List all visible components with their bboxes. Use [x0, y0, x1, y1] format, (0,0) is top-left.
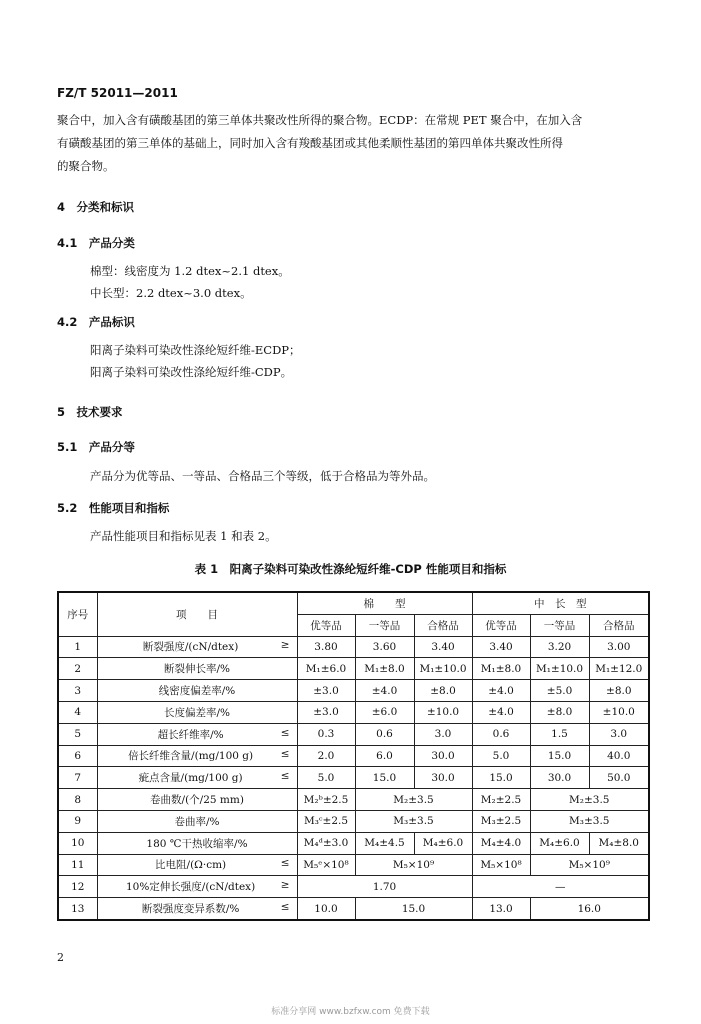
- table-row: [58, 723, 649, 745]
- row-item-name: [97, 680, 297, 702]
- section-4-1-heading: 4.1 产品分类: [57, 236, 135, 250]
- col-header-item: 项 目: [97, 592, 297, 636]
- standard-code-header: FZ/T 52011—2011: [57, 86, 178, 100]
- comparison-symbol: ≤: [280, 770, 290, 783]
- value-cell: ±8.0: [530, 701, 589, 723]
- value-cell: 15.0: [472, 767, 530, 789]
- comparison-symbol: ≤: [280, 901, 290, 914]
- page-number: 2: [57, 951, 64, 964]
- value-cell: 1.70: [297, 876, 472, 898]
- item-label: 卷曲率/%: [174, 815, 220, 828]
- value-cell: 0.6: [472, 723, 530, 745]
- performance-text: 产品性能项目和指标见表 1 和表 2。: [90, 529, 277, 543]
- value-cell: M₅×10⁸: [472, 854, 530, 876]
- section-4-2-heading: 4.2 产品标识: [57, 315, 135, 329]
- value-cell: M₄±8.0: [589, 832, 649, 854]
- value-cell: 13.0: [472, 898, 530, 920]
- value-cell: ±4.0: [472, 701, 530, 723]
- value-cell: M₁±12.0: [589, 658, 649, 680]
- table-row: [58, 810, 649, 832]
- value-cell: M₃±3.5: [355, 810, 472, 832]
- value-cell: 0.6: [355, 723, 414, 745]
- item-label: 断裂伸长率/%: [163, 663, 230, 676]
- table-row: [58, 854, 649, 876]
- value-cell: 3.0: [589, 723, 649, 745]
- table-row: [58, 767, 649, 789]
- intro-line: 有磺酸基团的第三单体的基础上，同时加入含有羧酸基团或其他柔顺性基团的第四单体共聚改性所得: [57, 136, 563, 150]
- value-cell: M₂ᵇ±2.5: [297, 789, 355, 811]
- section-4-heading: 4 分类和标识: [57, 200, 135, 214]
- table-row: [58, 701, 649, 723]
- table-row: [58, 876, 649, 898]
- value-cell: 15.0: [355, 767, 414, 789]
- watermark: 标准分享网 www.bzfxw.com 免费下载: [271, 1007, 430, 1017]
- value-cell: 3.20: [530, 636, 589, 658]
- row-number: 3: [58, 680, 97, 702]
- value-cell: M₄±6.0: [530, 832, 589, 854]
- row-number: 11: [58, 854, 97, 876]
- row-number: 6: [58, 745, 97, 767]
- value-cell: M₅ᵉ×10⁸: [297, 854, 355, 876]
- row-number: 13: [58, 898, 97, 920]
- table-row: [58, 832, 649, 854]
- value-cell: 3.40: [472, 636, 530, 658]
- value-cell: M₃±2.5: [472, 810, 530, 832]
- value-cell: ±3.0: [297, 701, 355, 723]
- row-number: 12: [58, 876, 97, 898]
- grade-header: 一等品: [355, 614, 414, 636]
- item-label: 卷曲数/(个/25 mm): [150, 794, 244, 807]
- section-5-1-heading: 5.1 产品分等: [57, 440, 135, 454]
- value-cell: ±5.0: [530, 680, 589, 702]
- value-cell: M₃±3.5: [530, 810, 649, 832]
- value-cell: 15.0: [530, 745, 589, 767]
- comparison-symbol: ≤: [280, 726, 290, 739]
- value-cell: M₂±2.5: [472, 789, 530, 811]
- comparison-symbol: ≥: [280, 639, 290, 652]
- value-cell: 10.0: [297, 898, 355, 920]
- value-cell: 3.80: [297, 636, 355, 658]
- row-number: 5: [58, 723, 97, 745]
- table-row: [58, 898, 649, 920]
- comparison-symbol: ≤: [280, 857, 290, 870]
- value-cell: ±6.0: [355, 701, 414, 723]
- table-row: [58, 745, 649, 767]
- value-cell: 1.5: [530, 723, 589, 745]
- value-cell: M₄±4.5: [355, 832, 414, 854]
- grade-header: 合格品: [589, 614, 649, 636]
- row-item-name: [97, 745, 297, 767]
- value-cell: M₂±3.5: [530, 789, 649, 811]
- row-item-name: [97, 832, 297, 854]
- table-row: [58, 636, 649, 658]
- value-cell: M₁±8.0: [355, 658, 414, 680]
- row-item-name: [97, 898, 297, 920]
- grading-text: 产品分为优等品、一等品、合格品三个等级，低于合格品为等外品。: [90, 469, 435, 483]
- col-header-no: 序号: [58, 592, 97, 636]
- mark-item-ecdp: 阳离子染料可染改性涤纶短纤维-ECDP；: [90, 343, 301, 357]
- table-row: [58, 789, 649, 811]
- row-item-name: [97, 658, 297, 680]
- performance-table: [57, 591, 650, 921]
- value-cell: 6.0: [355, 745, 414, 767]
- value-cell: 15.0: [355, 898, 472, 920]
- value-cell: 30.0: [414, 767, 472, 789]
- grade-header: 优等品: [297, 614, 355, 636]
- value-cell: M₅×10⁹: [355, 854, 472, 876]
- value-cell: 3.00: [589, 636, 649, 658]
- value-cell: 0.3: [297, 723, 355, 745]
- item-label: 断裂强度/(cN/dtex): [142, 641, 239, 654]
- row-number: 2: [58, 658, 97, 680]
- value-cell: ±10.0: [414, 701, 472, 723]
- comparison-symbol: ≥: [280, 879, 290, 892]
- section-5-2-heading: 5.2 性能项目和指标: [57, 501, 170, 515]
- table-row: [58, 658, 649, 680]
- item-label: 比电阻/(Ω·cm): [155, 859, 227, 872]
- item-label: 10%定伸长强度/(cN/dtex): [125, 881, 256, 894]
- value-cell: ±3.0: [297, 680, 355, 702]
- group-header-cotton: 棉 型: [297, 592, 472, 614]
- row-item-name: [97, 767, 297, 789]
- item-label: 疵点含量/(mg/100 g): [138, 772, 243, 785]
- section-5-heading: 5 技术要求: [57, 405, 123, 419]
- item-label: 长度偏差率/%: [163, 706, 230, 719]
- value-cell: M₂±3.5: [355, 789, 472, 811]
- value-cell: ±4.0: [355, 680, 414, 702]
- item-label: 断裂强度变异系数/%: [141, 903, 240, 916]
- row-item-name: [97, 723, 297, 745]
- value-cell: M₁±10.0: [530, 658, 589, 680]
- table-row: [58, 680, 649, 702]
- grade-header: 一等品: [530, 614, 589, 636]
- value-cell: M₁±6.0: [297, 658, 355, 680]
- value-cell: ±10.0: [589, 701, 649, 723]
- value-cell: ±8.0: [414, 680, 472, 702]
- item-label: 线密度偏差率/%: [158, 685, 236, 698]
- value-cell: 3.40: [414, 636, 472, 658]
- value-cell: M₃ᶜ±2.5: [297, 810, 355, 832]
- value-cell: M₁±8.0: [472, 658, 530, 680]
- value-cell: ±4.0: [472, 680, 530, 702]
- intro-paragraph: [57, 109, 657, 178]
- intro-line: 的聚合物。: [57, 159, 115, 173]
- row-number: 7: [58, 767, 97, 789]
- value-cell: 2.0: [297, 745, 355, 767]
- value-cell: M₄±6.0: [414, 832, 472, 854]
- row-number: 8: [58, 789, 97, 811]
- row-item-name: [97, 810, 297, 832]
- value-cell: 5.0: [472, 745, 530, 767]
- row-number: 1: [58, 636, 97, 658]
- grade-header: 优等品: [472, 614, 530, 636]
- item-label: 超长纤维率/%: [157, 728, 224, 741]
- value-cell: 3.60: [355, 636, 414, 658]
- class-item-cotton: 棉型：线密度为 1.2 dtex~2.1 dtex。: [90, 264, 290, 278]
- row-item-name: [97, 876, 297, 898]
- value-cell: 30.0: [530, 767, 589, 789]
- comparison-symbol: ≤: [280, 748, 290, 761]
- item-label: 倍长纤维含量/(mg/100 g): [128, 750, 254, 763]
- row-item-name: [97, 701, 297, 723]
- group-header-midlength: 中 长 型: [472, 592, 649, 614]
- value-cell: M₁±10.0: [414, 658, 472, 680]
- value-cell: 3.0: [414, 723, 472, 745]
- value-cell: M₅×10⁹: [530, 854, 649, 876]
- value-cell: 30.0: [414, 745, 472, 767]
- class-item-midlength: 中长型：2.2 dtex~3.0 dtex。: [90, 286, 252, 300]
- value-cell: M₄ᵈ±3.0: [297, 832, 355, 854]
- value-cell: M₄±4.0: [472, 832, 530, 854]
- table-caption: 表 1 阳离子染料可染改性涤纶短纤维-CDP 性能项目和指标: [194, 562, 507, 576]
- value-cell: 40.0: [589, 745, 649, 767]
- value-cell: 16.0: [530, 898, 649, 920]
- row-item-name: [97, 636, 297, 658]
- item-label: 180 ℃干热收缩率/%: [146, 837, 248, 850]
- value-cell: 50.0: [589, 767, 649, 789]
- intro-line: 聚合中，加入含有磺酸基团的第三单体共聚改性所得的聚合物。ECDP：在常规 PET 聚合中，在加入含: [57, 113, 583, 127]
- table-header-row: [58, 592, 649, 614]
- value-cell: —: [472, 876, 649, 898]
- row-number: 9: [58, 810, 97, 832]
- row-number: 10: [58, 832, 97, 854]
- grade-header: 合格品: [414, 614, 472, 636]
- row-item-name: [97, 854, 297, 876]
- value-cell: 5.0: [297, 767, 355, 789]
- value-cell: ±8.0: [589, 680, 649, 702]
- row-number: 4: [58, 701, 97, 723]
- row-item-name: [97, 789, 297, 811]
- mark-item-cdp: 阳离子染料可染改性涤纶短纤维-CDP。: [90, 365, 293, 379]
